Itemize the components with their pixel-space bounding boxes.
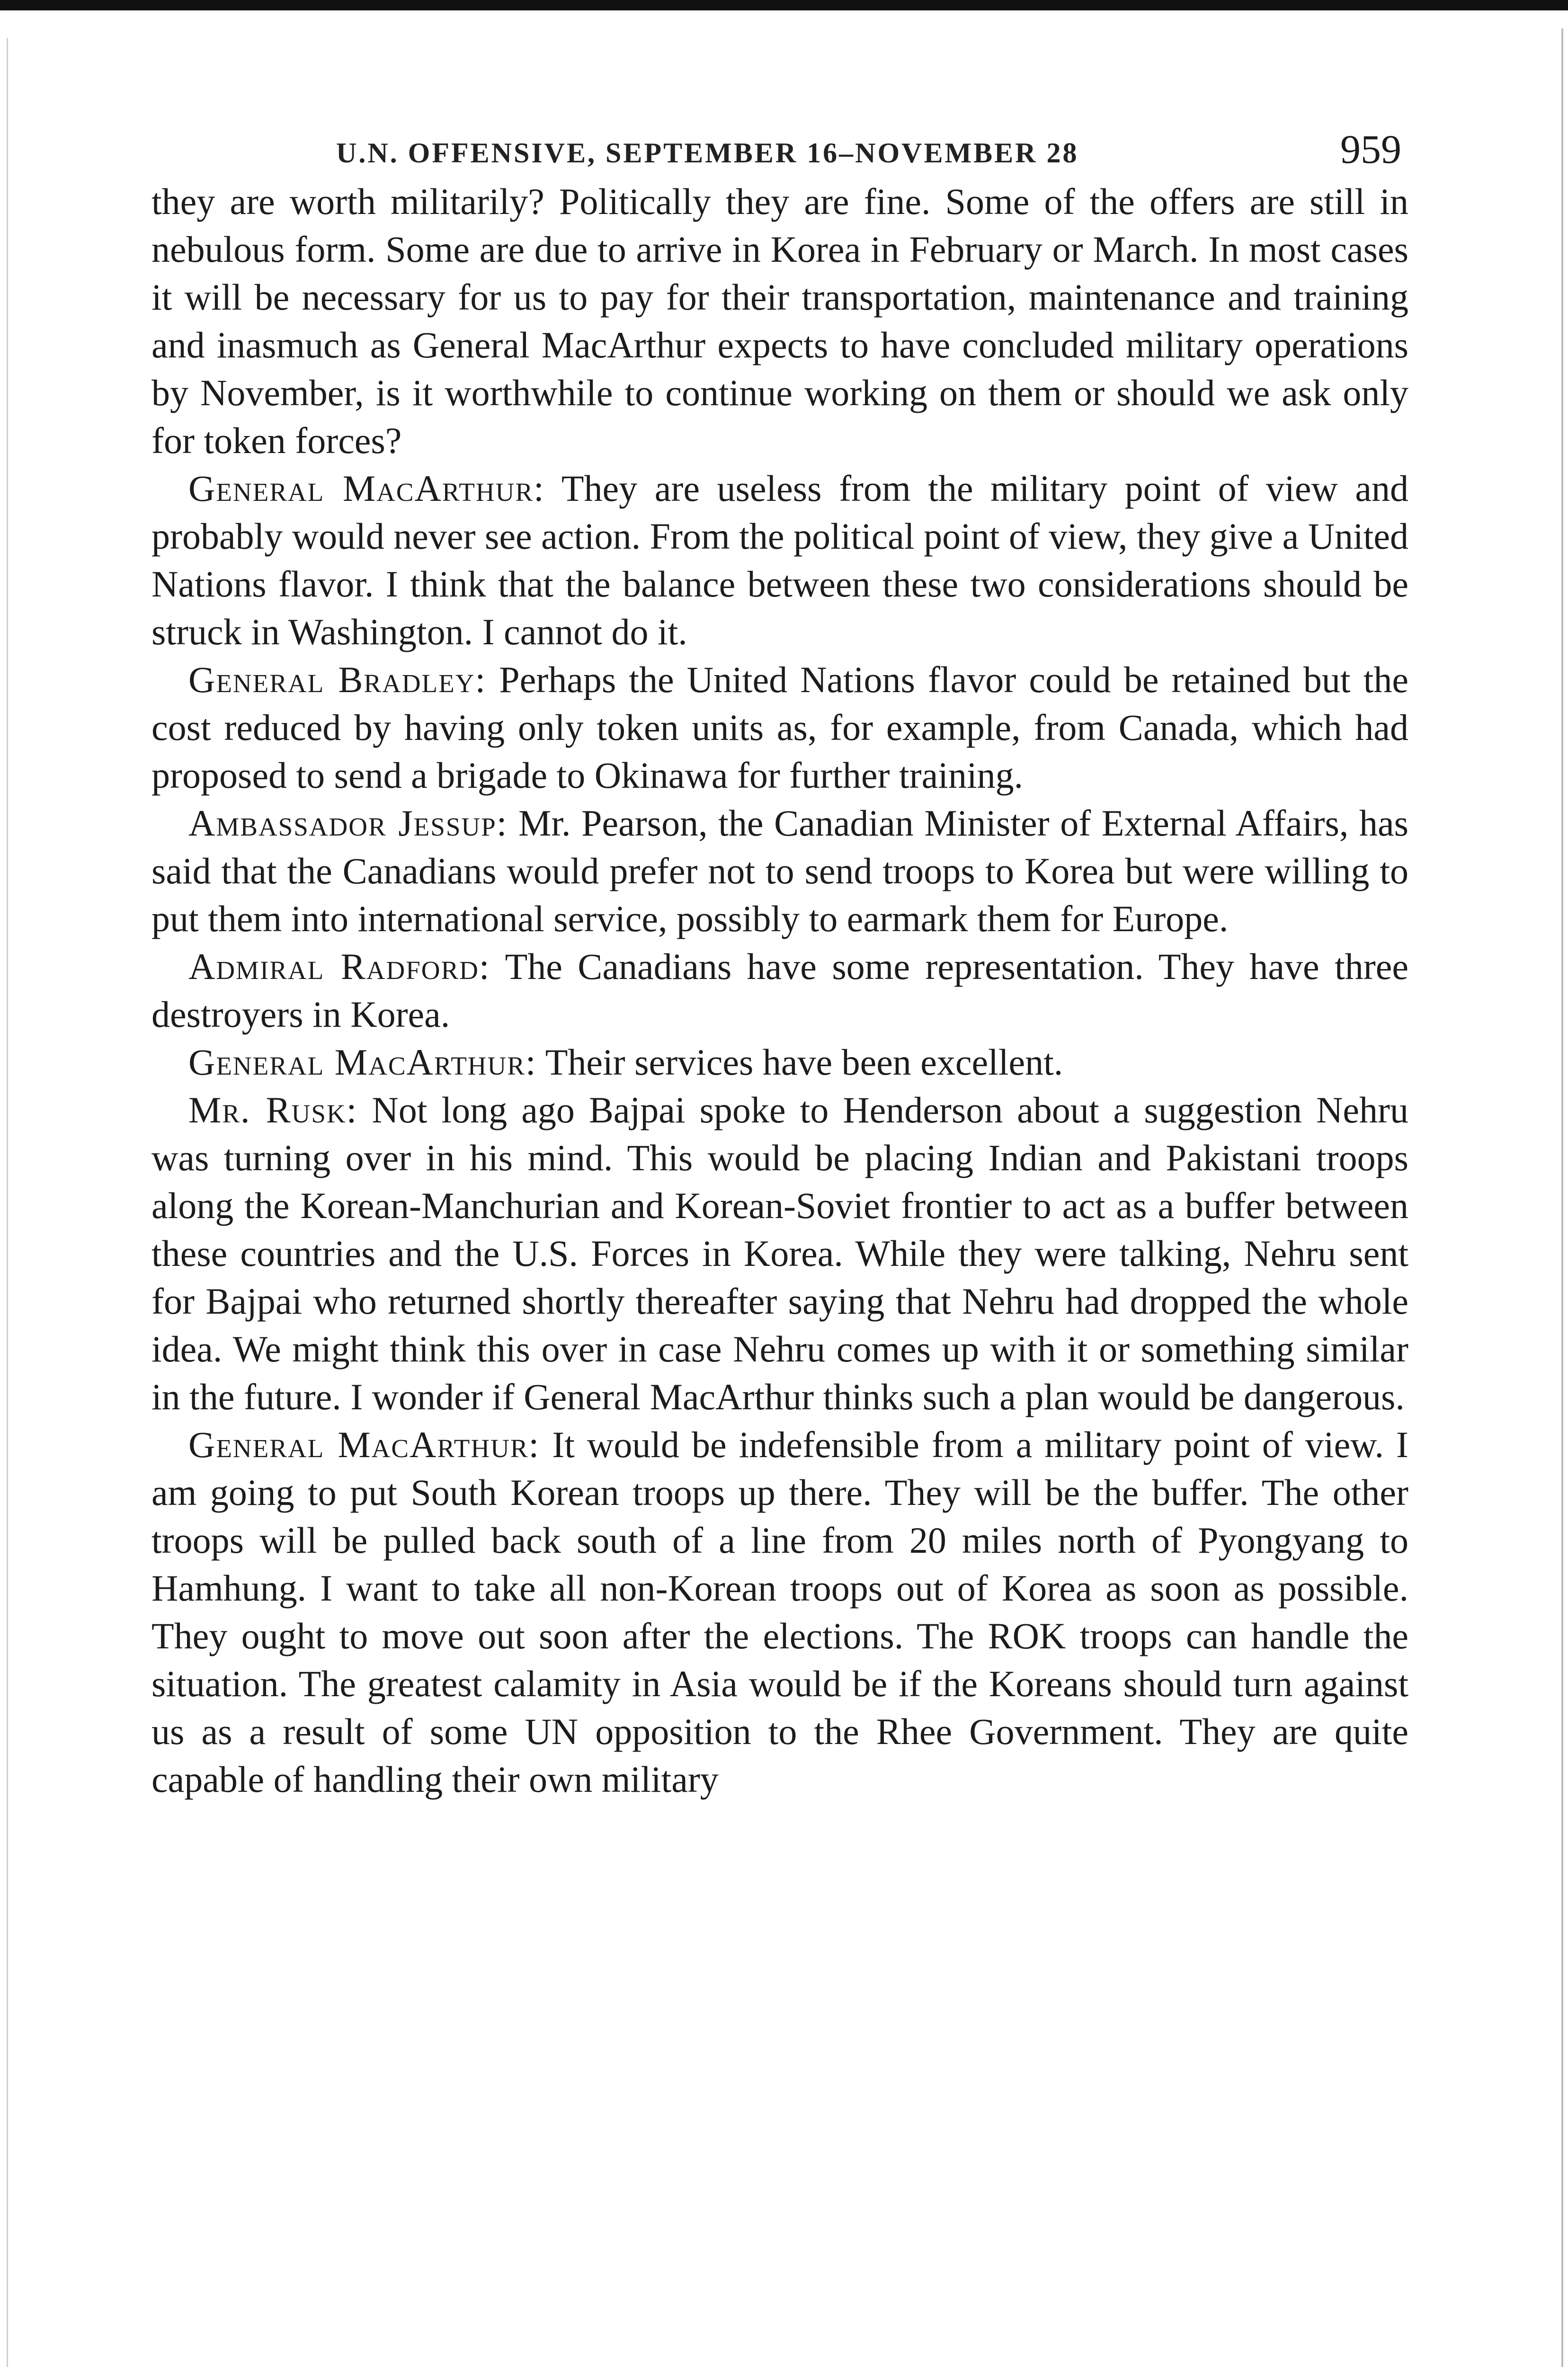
paragraph-text: The Canadians have some representation. They have three destroyers in Korea. [151, 946, 1408, 1035]
paragraph-bradley [151, 656, 1408, 799]
speaker-name: General Bradley: [188, 659, 487, 700]
paragraph-macarthur-1 [151, 464, 1408, 656]
right-page-edge [1561, 28, 1563, 2367]
paragraph-text: Mr. Pearson, the Canadian Minister of External Affairs, has said that the Canadians would prefer not to send troops to Korea but were willing to put them into international service, possibly to earmark them for Europe. [151, 802, 1408, 939]
paragraph-text: They are useless from the military point of view and probably would never see action. From the political point of view, they give a United Nations flavor. I think that the balance between these two considerations should be struck in Washington. I cannot do it. [151, 468, 1409, 652]
speaker-name: General MacArthur: [188, 468, 545, 509]
paragraph-text: Perhaps the United Nations flavor could be retained but the cost reduced by having only token units as, for example, from Canada, which had proposed to send a brigade to Okinawa for further training. [151, 659, 1408, 796]
page-number: 959 [1340, 126, 1401, 172]
paragraph-continuation [151, 178, 1408, 464]
running-title: U.N. OFFENSIVE, SEPTEMBER 16–NOVEMBER 28 [336, 137, 1079, 169]
speaker-name: Mr. Rusk: [188, 1089, 358, 1130]
paragraph-rusk [151, 1086, 1408, 1421]
paragraph-jessup [151, 799, 1408, 943]
document-page [151, 121, 1408, 1803]
left-page-edge [7, 38, 8, 2367]
paragraph-text: Not long ago Bajpai spoke to Henderson about a suggestion Nehru was turning over in his mind. This would be placing Indian and Pakistani troops along the Korean-Manchurian and Korean-Soviet frontier to act as a buffer between these countries and the U.S. Forces in Korea. While they were talking, Nehru sent for Bajpai who returned shortly thereafter saying that Nehru had dropped the whole idea. We might think this over in case Nehru comes up with it or something similar in the future. I wonder if General MacArthur thinks such a plan would be dangerous. [151, 1089, 1409, 1417]
paragraph-text: It would be indefensible from a military point of view. I am going to put South Korean troops up there. They will be the buffer. The other troops will be pulled back south of a line from 20 miles north of Pyongyang to Hamhung. I want to take all non-Korean troops out of Korea as soon as possible. They ought to move out soon after the elections. The ROK troops can handle the situation. The greatest calamity in Asia would be if the Koreans should turn against us as a result of some UN opposition to the Rhee Government. They are quite capable of handling their own military [151, 1424, 1408, 1800]
paragraph-text: they are worth militarily? Politically they are fine. Some of the offers are still in nebulous form. Some are due to arrive in Korea in February or March. In most cases it will be necessary for us to pay for their transportation, maintenance and training and inasmuch as General MacArthur expects to have concluded military operations by November, is it worthwhile to continue working on them or should we ask only for token forces? [151, 181, 1408, 461]
paragraph-text: Their services have been excellent. [545, 1041, 1063, 1083]
body-text [151, 178, 1408, 1803]
running-head [151, 121, 1408, 178]
top-border-rule [0, 0, 1568, 10]
speaker-name: Admiral Radford: [188, 946, 490, 987]
paragraph-macarthur-2 [151, 1038, 1408, 1086]
paragraph-macarthur-3 [151, 1421, 1408, 1803]
speaker-name: General MacArthur: [188, 1041, 537, 1083]
speaker-name: General MacArthur: [188, 1424, 540, 1465]
speaker-name: Ambassador Jessup: [188, 802, 508, 844]
paragraph-radford [151, 943, 1408, 1038]
